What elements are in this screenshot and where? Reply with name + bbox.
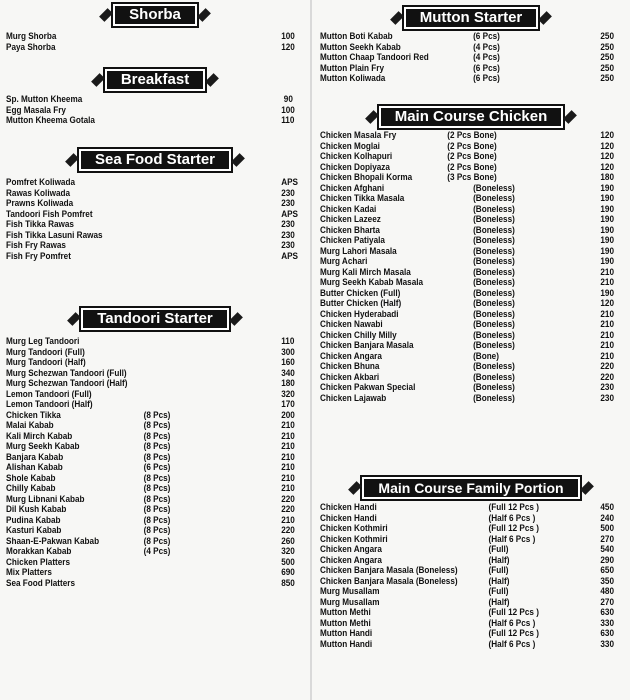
menu-item — [6, 577, 295, 590]
item-price: 100 — [281, 31, 295, 42]
item-qty: (Boneless) — [473, 287, 515, 299]
section-banner — [312, 475, 630, 501]
item-price: 190 — [600, 235, 614, 246]
item-name: Lemon Tandoori (Half) — [6, 399, 93, 410]
item-price: 210 — [600, 277, 614, 288]
item-qty: (Boneless) — [473, 182, 515, 194]
item-name: Pomfret Koliwada — [6, 177, 76, 188]
item-name: Chicken Tikka Masala — [320, 193, 405, 204]
item-price: APS — [281, 208, 299, 220]
item-name: Mutton Boti Kabab — [320, 31, 393, 42]
ornament-icon — [580, 481, 594, 495]
item-qty: (Boneless) — [473, 277, 515, 288]
item-price: 120 — [600, 298, 614, 309]
item-qty: (Boneless) — [473, 319, 515, 330]
ornament-icon — [205, 73, 219, 87]
item-qty: (Boneless) — [473, 340, 515, 351]
item-qty: (Full) — [488, 565, 509, 576]
item-name: Fish Fry Pomfret — [6, 250, 71, 262]
item-price: 210 — [600, 266, 614, 278]
item-price: 330 — [600, 617, 614, 629]
item-price: 230 — [281, 187, 295, 199]
item-qty: (6 Pcs) — [473, 73, 500, 84]
item-name: Chicken Dopiyaza — [320, 161, 390, 173]
item-qty: (Boneless) — [473, 193, 515, 204]
item-price: 220 — [600, 371, 614, 383]
item-qty: (2 Pcs Bone) — [447, 161, 497, 173]
menu-item — [320, 73, 614, 85]
item-name: Chicken Angara — [320, 544, 382, 555]
item-price: 100 — [281, 104, 295, 116]
item-price: 230 — [600, 382, 614, 393]
item-name: Chicken Afghani — [320, 182, 385, 194]
item-qty: (Boneless) — [473, 371, 515, 383]
item-price: 90 — [283, 94, 293, 105]
item-price: 210 — [281, 430, 295, 442]
item-name: Chicken Angara — [320, 350, 382, 362]
item-name: Rawas Koliwada — [6, 187, 71, 199]
section-title: Sea Food Starter — [77, 147, 233, 173]
item-name: Murg Leg Tandoori — [6, 336, 80, 347]
item-name: Murg Musallam — [320, 586, 380, 597]
item-name: Tandoori Fish Pomfret — [6, 208, 93, 220]
item-qty: (8 Pcs) — [143, 514, 171, 526]
item-price: 630 — [600, 607, 614, 618]
item-price: 630 — [600, 628, 614, 639]
item-price: 210 — [600, 340, 614, 351]
item-price: 210 — [281, 483, 295, 494]
item-qty: (4 Pcs) — [473, 52, 500, 63]
item-name: Fish Fry Rawas — [6, 240, 66, 251]
item-qty: (Boneless) — [473, 329, 515, 341]
section-mutton-starter — [312, 5, 630, 31]
item-price: 210 — [281, 462, 295, 473]
item-name: Chicken Kothmiri — [320, 533, 388, 545]
item-qty: (Boneless) — [473, 308, 515, 320]
item-qty: (Half 6 Pcs ) — [488, 617, 536, 629]
section-main-course-chicken — [312, 104, 630, 130]
item-price: 120 — [281, 41, 295, 53]
item-price: 230 — [281, 198, 295, 209]
item-price: 850 — [281, 577, 295, 589]
item-price: 210 — [281, 514, 295, 526]
item-price: 500 — [600, 523, 614, 534]
item-name: Murg Tandoori (Half) — [6, 357, 86, 368]
item-price: 330 — [600, 638, 614, 650]
item-price: 210 — [281, 420, 295, 431]
item-name: Chicken Banjara Masala (Boneless) — [320, 565, 458, 576]
item-price: 210 — [281, 472, 295, 484]
item-qty: (8 Pcs) — [143, 504, 171, 515]
item-name: Pudina Kabab — [6, 514, 61, 526]
item-name: Chicken Kothmiri — [320, 523, 388, 534]
item-qty: (Full) — [488, 544, 509, 555]
section-title: Breakfast — [103, 67, 207, 93]
item-price: 270 — [600, 596, 614, 608]
item-name: Mutton Handi — [320, 638, 373, 650]
item-name: Chicken Kadai — [320, 203, 377, 215]
item-name: Chicken Tikka — [6, 409, 61, 421]
section-title: Main Course Family Portion — [360, 475, 581, 501]
section-banner — [312, 104, 630, 130]
item-price: 260 — [281, 535, 295, 547]
item-qty: (6 Pcs) — [473, 62, 500, 74]
item-name: Alishan Kabab — [6, 462, 63, 473]
item-qty: (Full 12 Pcs ) — [488, 523, 539, 534]
section-title: Shorba — [111, 2, 199, 28]
item-price: 210 — [600, 350, 614, 362]
item-name: Chicken Handi — [320, 502, 377, 513]
item-price: 110 — [281, 336, 295, 347]
item-qty: (Half) — [488, 554, 510, 566]
item-price: 250 — [600, 62, 614, 74]
item-price: 500 — [281, 556, 295, 568]
item-qty: (3 Pcs Bone) — [447, 172, 497, 183]
item-name: Prawns Koliwada — [6, 198, 74, 209]
item-price: 690 — [281, 567, 295, 578]
item-name: Murg Kali Mirch Masala — [320, 266, 411, 278]
item-name: Paya Shorba — [6, 41, 56, 53]
section-banner — [0, 147, 310, 173]
section-breakfast — [0, 67, 310, 93]
item-qty: (Boneless) — [473, 245, 515, 257]
section-items — [6, 95, 306, 127]
item-name: Chicken Platters — [6, 556, 71, 568]
ornament-icon — [538, 11, 552, 25]
item-price: 220 — [600, 361, 614, 372]
item-name: Chicken Handi — [320, 512, 377, 524]
item-qty: (Full 12 Pcs ) — [488, 502, 539, 513]
item-name: Chicken Patiyala — [320, 235, 385, 246]
item-name: Mutton Methi — [320, 617, 371, 629]
item-name: Chicken Angara — [320, 554, 382, 566]
section-family-portion — [312, 475, 630, 501]
ornament-icon — [231, 153, 245, 167]
item-name: Chicken Masala Fry — [320, 130, 397, 141]
item-name: Morakkan Kabab — [6, 546, 72, 557]
item-qty: (Half 6 Pcs ) — [488, 512, 536, 524]
section-title: Main Course Chicken — [377, 104, 566, 130]
item-qty: (Boneless) — [473, 235, 515, 246]
item-qty: (Full 12 Pcs ) — [488, 607, 539, 618]
item-name: Chicken Banjara Masala — [320, 340, 414, 351]
item-name: Mutton Handi — [320, 628, 373, 639]
menu-item — [6, 41, 295, 54]
item-price: 450 — [600, 502, 614, 513]
item-qty: (Half) — [488, 575, 510, 587]
item-price: 190 — [600, 193, 614, 204]
item-name: Mutton Seekh Kabab — [320, 41, 401, 53]
item-price: 220 — [281, 493, 295, 505]
item-name: Murg Schezwan Tandoori (Half) — [6, 378, 128, 389]
item-qty: (Half 6 Pcs ) — [488, 533, 536, 545]
item-name: Kasturi Kabab — [6, 525, 62, 536]
section-banner — [312, 5, 630, 31]
item-price: 230 — [281, 229, 295, 241]
item-name: Fish Tikka Lasuni Rawas — [6, 229, 103, 241]
item-price: 190 — [600, 224, 614, 236]
section-items — [6, 32, 306, 53]
item-price: 210 — [281, 441, 295, 452]
item-price: 160 — [281, 357, 295, 368]
item-price: 210 — [281, 451, 295, 463]
item-price: 190 — [600, 182, 614, 194]
item-name: Murg Musallam — [320, 596, 380, 608]
ornament-icon — [197, 8, 211, 22]
item-qty: (Full 12 Pcs ) — [488, 628, 539, 639]
item-name: Chicken Lajawab — [320, 392, 387, 404]
item-price: 120 — [600, 161, 614, 173]
section-items — [320, 32, 626, 85]
item-name: Chicken Moglai — [320, 140, 380, 152]
item-price: 180 — [281, 378, 295, 389]
item-qty: (Boneless) — [473, 392, 515, 404]
section-banner — [0, 2, 310, 28]
item-price: 230 — [281, 240, 295, 251]
item-qty: (Boneless) — [473, 361, 515, 372]
item-price: APS — [281, 177, 299, 188]
item-qty: (4 Pcs) — [473, 41, 500, 53]
item-price: 540 — [600, 544, 614, 555]
menu-item — [6, 115, 295, 127]
item-name: Murg Shorba — [6, 31, 57, 42]
item-name: Mutton Plain Fry — [320, 62, 385, 74]
item-name: Mutton Koliwada — [320, 73, 386, 84]
item-price: 650 — [600, 565, 614, 576]
item-name: Chilly Kabab — [6, 483, 56, 494]
item-name: Mix Platters — [6, 567, 52, 578]
item-price: 250 — [600, 73, 614, 84]
item-qty: (8 Pcs) — [143, 493, 171, 505]
item-name: Murg Libnani Kabab — [6, 493, 85, 505]
item-name: Murg Achari — [320, 256, 368, 267]
menu-item — [320, 638, 614, 651]
item-name: Murg Seekh Kabab Masala — [320, 277, 424, 288]
item-qty: (Boneless) — [473, 256, 515, 267]
item-name: Chicken Nawabi — [320, 319, 383, 330]
item-qty: (Boneless) — [473, 298, 515, 309]
item-qty: (Boneless) — [473, 266, 515, 278]
item-qty: (8 Pcs) — [143, 430, 171, 442]
item-price: 250 — [600, 31, 614, 42]
item-price: 290 — [600, 554, 614, 566]
item-price: 320 — [281, 546, 295, 557]
item-qty: (Half 6 Pcs ) — [488, 638, 536, 650]
section-tandoori-starter — [0, 306, 310, 332]
item-name: Egg Masala Fry — [6, 104, 66, 116]
item-price: 190 — [600, 214, 614, 225]
item-price: 110 — [281, 115, 295, 126]
item-name: Butter Chicken (Full) — [320, 287, 401, 299]
item-name: Murg Lahori Masala — [320, 245, 397, 257]
item-qty: (8 Pcs) — [143, 525, 171, 536]
item-price: APS — [281, 250, 299, 262]
item-price: 170 — [281, 399, 295, 410]
item-price: 270 — [600, 533, 614, 545]
item-qty: (8 Pcs) — [143, 451, 171, 463]
item-qty: (8 Pcs) — [143, 441, 171, 452]
item-name: Lemon Tandoori (Full) — [6, 388, 92, 400]
item-qty: (Boneless) — [473, 214, 515, 225]
item-name: Butter Chicken (Half) — [320, 298, 402, 309]
item-qty: (2 Pcs Bone) — [447, 130, 497, 141]
item-price: 200 — [281, 409, 295, 421]
item-price: 210 — [600, 319, 614, 330]
item-name: Sea Food Platters — [6, 577, 76, 589]
section-title: Mutton Starter — [402, 5, 541, 31]
item-name: Mutton Kheema Gotala — [6, 115, 95, 126]
section-shorba — [0, 2, 310, 28]
item-name: Sp. Mutton Kheema — [6, 94, 83, 105]
item-name: Murg Schezwan Tandoori (Full) — [6, 367, 127, 379]
item-price: 220 — [281, 504, 295, 515]
item-name: Chicken Bhuna — [320, 361, 380, 372]
item-name: Murg Seekh Kabab — [6, 441, 80, 452]
section-banner — [0, 67, 310, 93]
item-price: 190 — [600, 287, 614, 299]
item-qty: (2 Pcs Bone) — [447, 140, 497, 152]
item-qty: (Boneless) — [473, 224, 515, 236]
item-price: 340 — [281, 367, 295, 379]
item-price: 220 — [281, 525, 295, 536]
item-price: 190 — [600, 256, 614, 267]
item-price: 250 — [600, 52, 614, 63]
item-price: 350 — [600, 575, 614, 587]
section-sea-food-starter — [0, 147, 310, 173]
item-qty: (8 Pcs) — [143, 409, 171, 421]
item-qty: (Half) — [488, 596, 510, 608]
item-name: Chicken Kolhapuri — [320, 151, 393, 162]
item-name: Mutton Chaap Tandoori Red — [320, 52, 429, 63]
item-qty: (Boneless) — [473, 203, 515, 215]
item-qty: (4 Pcs) — [143, 546, 171, 557]
item-name: Banjara Kabab — [6, 451, 64, 463]
item-qty: (Full) — [488, 586, 509, 597]
section-items — [320, 503, 626, 650]
menu-item — [6, 250, 299, 263]
item-qty: (8 Pcs) — [143, 420, 171, 431]
item-price: 480 — [600, 586, 614, 597]
item-qty: (8 Pcs) — [143, 483, 171, 494]
item-price: 320 — [281, 388, 295, 400]
item-name: Chicken Bharta — [320, 224, 380, 236]
item-qty: (Boneless) — [473, 382, 515, 393]
item-name: Kali Mirch Kabab — [6, 430, 73, 442]
item-name: Malai Kabab — [6, 420, 54, 431]
item-name: Murg Tandoori (Full) — [6, 346, 85, 358]
item-name: Chicken Hyderabadi — [320, 308, 399, 320]
item-name: Chicken Bhopali Korma — [320, 172, 413, 183]
section-title: Tandoori Starter — [79, 306, 231, 332]
item-qty: (6 Pcs) — [143, 462, 171, 473]
section-banner — [0, 306, 310, 332]
item-price: 190 — [600, 203, 614, 215]
item-name: Chicken Akbari — [320, 371, 380, 383]
item-name: Shole Kabab — [6, 472, 56, 484]
item-qty: (2 Pcs Bone) — [447, 151, 497, 162]
item-price: 120 — [600, 140, 614, 152]
ornament-icon — [229, 312, 243, 326]
section-items — [6, 178, 306, 262]
item-price: 210 — [600, 329, 614, 341]
ornament-icon — [563, 110, 577, 124]
item-name: Chicken Lazeez — [320, 214, 381, 225]
item-name: Dil Kush Kabab — [6, 504, 67, 515]
item-price: 210 — [600, 308, 614, 320]
menu-item — [320, 392, 614, 405]
item-price: 300 — [281, 346, 295, 358]
item-price: 240 — [600, 512, 614, 524]
item-qty: (6 Pcs) — [473, 31, 500, 42]
item-qty: (8 Pcs) — [143, 472, 171, 484]
item-price: 120 — [600, 130, 614, 141]
section-items — [6, 337, 306, 589]
item-price: 230 — [600, 392, 614, 404]
item-qty: (8 Pcs) — [143, 535, 171, 547]
item-name: Chicken Pakwan Special — [320, 382, 416, 393]
item-price: 180 — [600, 172, 614, 183]
item-name: Shaan-E-Pakwan Kabab — [6, 535, 100, 547]
section-items — [320, 131, 626, 404]
item-name: Fish Tikka Rawas — [6, 219, 74, 230]
item-name: Chicken Chilly Milly — [320, 329, 397, 341]
item-qty: (Bone) — [473, 350, 499, 362]
item-price: 230 — [281, 219, 295, 230]
item-price: 190 — [600, 245, 614, 257]
item-price: 120 — [600, 151, 614, 162]
item-name: Chicken Banjara Masala (Boneless) — [320, 575, 458, 587]
item-name: Mutton Methi — [320, 607, 371, 618]
item-price: 250 — [600, 41, 614, 53]
